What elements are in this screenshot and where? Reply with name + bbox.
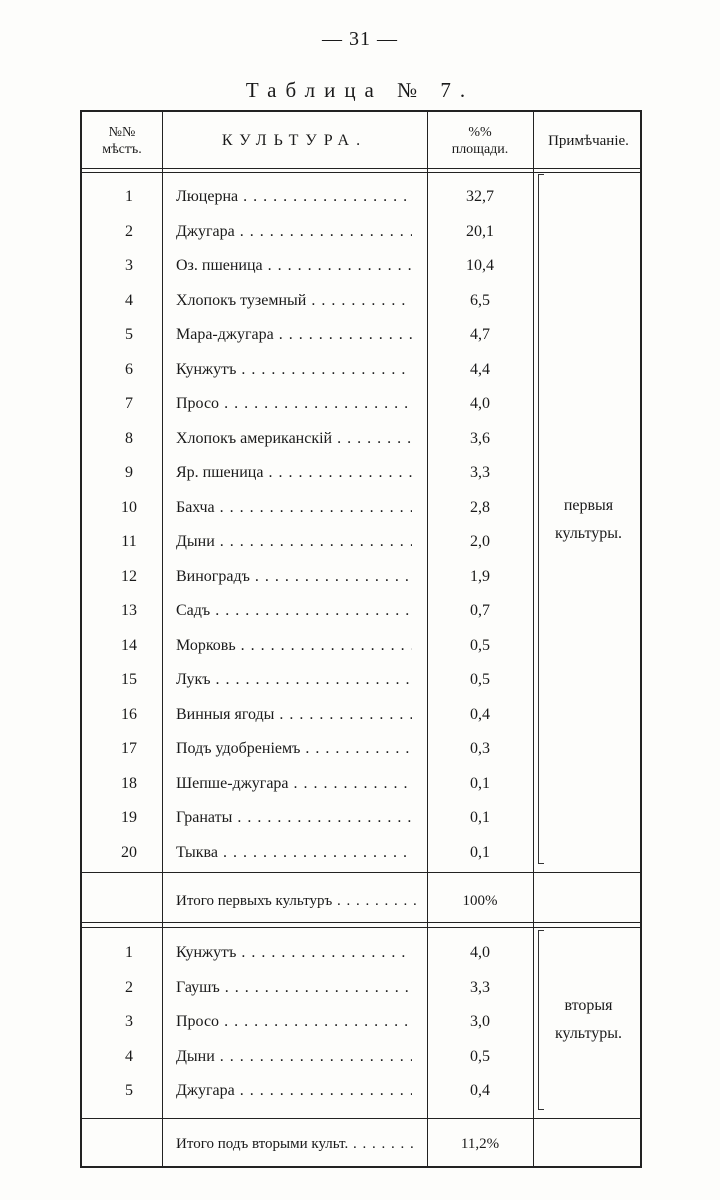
area-percent: 4,0 — [470, 395, 490, 412]
area-percent: 0,7 — [470, 602, 490, 619]
table-row — [82, 936, 644, 970]
row-number: 14 — [121, 636, 137, 654]
area-percent: 20,1 — [466, 222, 494, 240]
area-percent: 6,5 — [470, 291, 490, 309]
row-number: 9 — [125, 464, 133, 481]
row-number: 20 — [121, 843, 137, 861]
crop-name: Кунжутъ . . . — [176, 936, 412, 970]
section-rule — [82, 922, 640, 923]
row-number: 17 — [121, 740, 137, 757]
row-number: 12 — [121, 567, 137, 585]
table-row — [82, 767, 644, 801]
header-place-number-line2: мѣстъ. — [102, 142, 142, 157]
table-row — [82, 180, 644, 214]
row-number: 5 — [125, 1082, 133, 1099]
table-row — [82, 594, 644, 628]
row-number: 10 — [121, 498, 137, 516]
area-percent: 0,1 — [470, 843, 490, 861]
area-percent: 0,4 — [470, 705, 490, 723]
row-number: 1 — [125, 944, 133, 961]
crop-name: Джугара . . . — [176, 1074, 412, 1108]
area-percent: 32,7 — [466, 188, 494, 205]
crop-name: Люцерна . . . — [176, 180, 412, 214]
row-number: 3 — [125, 257, 133, 274]
table-row — [82, 284, 644, 318]
table-row — [82, 456, 644, 490]
crop-name: Дыни . . . — [176, 525, 412, 559]
crop-name: Морковь . . . — [176, 629, 412, 663]
area-percent: 4,0 — [470, 944, 490, 961]
crop-name: Просо . . . — [176, 387, 412, 421]
table-row — [82, 663, 644, 697]
area-percent: 0,3 — [470, 740, 490, 757]
area-percent: 3,3 — [470, 464, 490, 481]
area-percent: 0,1 — [470, 809, 490, 826]
row-number: 11 — [121, 533, 137, 550]
crop-name: Бахча . . . — [176, 491, 412, 525]
crop-name: Шепше-джугара . . . — [176, 767, 412, 801]
area-percent: 0,5 — [470, 671, 490, 688]
section-rule — [82, 872, 640, 873]
crop-name: Оз. пшеница . . . — [176, 249, 412, 283]
area-percent: 2,0 — [470, 533, 490, 550]
crop-table — [80, 110, 642, 1168]
second-crops-note — [533, 992, 644, 1048]
crop-name: Гранаты . . . — [176, 801, 412, 835]
area-percent: 0,1 — [470, 774, 490, 792]
page-number: — 31 — — [322, 28, 398, 50]
crop-name: Кунжутъ . . . — [176, 353, 412, 387]
table-row — [82, 560, 644, 594]
header-place-number — [82, 116, 162, 166]
row-number: 2 — [125, 222, 133, 240]
second-total-value: 11,2% — [460, 1136, 500, 1152]
table-title: Таблица № 7. — [245, 78, 475, 102]
table-row — [82, 387, 644, 421]
table-row — [82, 801, 644, 835]
row-number: 18 — [121, 774, 137, 792]
crop-name: Винныя ягоды . . . — [176, 698, 412, 732]
area-percent: 4,4 — [470, 360, 490, 378]
section-rule-double — [82, 927, 640, 928]
crop-name: Дыни . . . — [176, 1040, 412, 1074]
area-percent: 2,8 — [470, 498, 490, 516]
row-number: 3 — [125, 1013, 133, 1030]
header-place-number-line1: №№ — [108, 125, 136, 140]
area-percent: 1,9 — [470, 567, 490, 585]
section-rule — [82, 1118, 640, 1119]
crop-name: Яр. пшеница . . . — [176, 456, 412, 490]
header-percent-line1: %% — [468, 125, 492, 140]
crop-name: Гаушъ . . . — [176, 971, 412, 1005]
row-number: 8 — [125, 429, 133, 447]
first-total-label: Итого первыхъ культуръ . . . — [176, 884, 416, 918]
crop-name: Джугара . . . — [176, 215, 412, 249]
second-total-label: Итого подъ вторыми культ. . . . — [176, 1127, 416, 1161]
area-percent: 4,7 — [470, 326, 490, 343]
second-crops-note-line2: культуры. — [554, 1025, 623, 1042]
row-number: 4 — [125, 291, 133, 309]
second-crops-total — [82, 1127, 644, 1161]
crop-name: Просо . . . — [176, 1005, 412, 1039]
crop-name: Подъ удобреніемъ . . . — [176, 732, 412, 766]
area-percent: 3,6 — [470, 429, 490, 447]
table-row — [82, 732, 644, 766]
row-number: 13 — [121, 602, 137, 619]
table-row — [82, 215, 644, 249]
crop-name: Лукъ . . . — [176, 663, 412, 697]
crop-name: Хлопокъ туземный . . . — [176, 284, 412, 318]
header-percent-line2: площади. — [451, 142, 509, 157]
row-number: 1 — [125, 188, 133, 205]
first-total-value: 100% — [462, 893, 498, 909]
crop-name: Тыква . . . — [176, 836, 412, 870]
area-percent: 3,0 — [470, 1013, 490, 1030]
area-percent: 10,4 — [466, 257, 494, 274]
first-crops-note-line2: культуры. — [554, 525, 623, 542]
table-row — [82, 836, 644, 870]
row-number: 5 — [125, 326, 133, 343]
row-number: 15 — [121, 671, 137, 688]
crop-name: Хлопокъ американскій . . . — [176, 422, 412, 456]
header-rule — [82, 168, 640, 169]
table-row — [82, 1074, 644, 1108]
table-row — [82, 353, 644, 387]
crop-name: Садъ . . . — [176, 594, 412, 628]
row-number: 19 — [121, 809, 137, 826]
row-number: 6 — [125, 360, 133, 378]
second-crops-note-line1: вторыя — [564, 997, 613, 1014]
area-percent: 0,5 — [470, 636, 490, 654]
table-row — [82, 249, 644, 283]
row-number: 7 — [125, 395, 133, 412]
header-rule-double — [82, 172, 640, 173]
area-percent: 0,5 — [470, 1047, 490, 1065]
crop-name: Виноградъ . . . — [176, 560, 412, 594]
first-crops-total — [82, 884, 644, 918]
area-percent: 0,4 — [470, 1082, 490, 1099]
area-percent: 3,3 — [470, 978, 490, 996]
table-row — [82, 629, 644, 663]
row-number: 16 — [121, 705, 137, 723]
first-crops-note — [533, 492, 644, 548]
header-percent — [427, 116, 533, 166]
header-crop: КУЛЬТУРА. — [221, 132, 368, 149]
table-row — [82, 422, 644, 456]
header-note: Примѣчаніе. — [548, 133, 629, 149]
row-number: 4 — [125, 1047, 133, 1065]
first-crops-note-line1: первыя — [563, 497, 614, 514]
row-number: 2 — [125, 978, 133, 996]
table-row — [82, 318, 644, 352]
table-row — [82, 698, 644, 732]
crop-name: Мара-джугара . . . — [176, 318, 412, 352]
